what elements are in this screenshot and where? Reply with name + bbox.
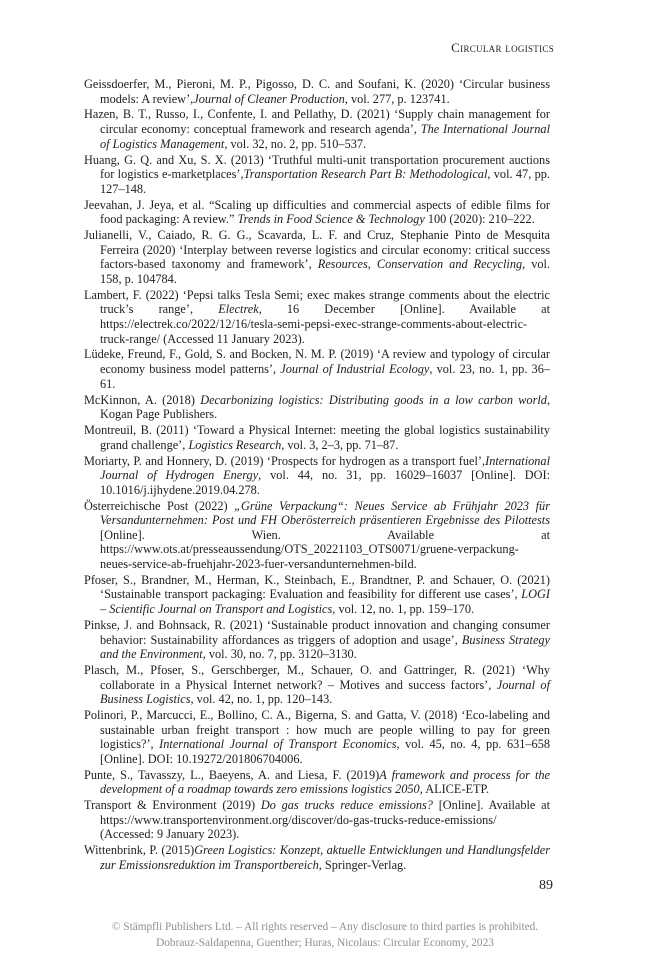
running-title: Circular logistics — [451, 40, 554, 55]
copyright-line: © Stämpfli Publishers Ltd. – All rights reserved – Any disclosure to third parties is prohibited. — [111, 921, 539, 933]
running-header — [451, 40, 554, 56]
reference-item: Huang, G. Q. and Xu, S. X. (2013) ‘Truthful multi-unit transportation procurement auctions for logistics e-marketplaces’,Transportation Research Part B: Methodological, vol. 47, pp. 127–148. — [84, 152, 550, 196]
reference-item: Pinkse, J. and Bohnsack, R. (2021) ‘Sustainable product innovation and changing consumer behavior: Sustainability affordances as triggers of adoption and usage’, Business Strategy and the Environment, vol. 30, no. 7, pp. 3120–3130. — [84, 617, 551, 662]
reference-item: Lambert, F. (2022) ‘Pepsi talks Tesla Semi; exec makes strange comments about the electric truck’s range’, Electrek, 16 December [Online]. Available at https://electrek.co/2022/12/16/tesla-semi-pepsi-exec-strange-comments-about-electric-truck-range/ (Accessed 11 January 2023). — [84, 287, 550, 346]
reference-item: Montreuil, B. (2011) ‘Toward a Physical Internet: meeting the global logistics sustainability grand challenge’, Logistics Research, vol. 3, 2–3, pp. 71–87. — [84, 423, 550, 452]
source-line: Dobrauz-Saldapenna, Guenther; Huras, Nicolaus: Circular Economy, 2023 — [156, 936, 494, 949]
reference-item: Plasch, M., Pfoser, S., Gerschberger, M., Schauer, O. and Gattringer, R. (2021) ‘Why collaborate in a Physical Internet network? – Motives and success factors’, Journal of Business Logistics, vol. 42, no. 1, pp. 120–143. — [84, 663, 550, 707]
reference-item: Polinori, P., Marcucci, E., Bollino, C. A., Bigerna, S. and Gatta, V. (2018) ‘Eco-labeling and sustainable urban freight transport : how much are people willing to pay for green logistics?’, International Journal of Transport Economics, vol. 45, no. 4, pp. 631–658 [Online]. DOI: 10.19272/201806704006. — [84, 708, 551, 766]
reference-item: Österreichische Post (2022) „Grüne Verpackung“: Neues Service ab Frühjahr 2023 für Versandunternehmen: Post und FH Oberösterreich präsentieren Ergebnisse des Pilottests [Online]. Wien. Available at https://www.ots.at/presseaussendung/OTS_20221103_OTS0071/gruene-verpackung-neues-service-ab-fruehjahr-2023-fuer-versandunternehmen-bild. — [84, 498, 550, 571]
reference-list — [84, 77, 550, 874]
reference-item: McKinnon, A. (2018) Decarbonizing logistics: Distributing goods in a low carbon world, Kogan Page Publishers. — [84, 392, 551, 422]
reference-item: Julianelli, V., Caiado, R. G. G., Scavarda, L. F. and Cruz, Stephanie Pinto de Mesquita Ferreira (2020) ‘Interplay between reverse logistics and circular economy: critical success factors-based taxonomy and framework’, Resources, Conservation and Recycling, vol. 158, p. 104784. — [84, 228, 551, 286]
copyright-footer — [0, 920, 650, 951]
reference-item: Transport & Environment (2019) Do gas trucks reduce emissions? [Online]. Available at https://www.transportenvironment.org/discover/do-gas-trucks-reduce-emissions/ (Accessed: 9 January 2023). — [84, 798, 550, 842]
reference-item: Lüdeke, Freund, F., Gold, S. and Bocken, N. M. P. (2019) ‘A review and typology of circular economy business model patterns’, Journal of Industrial Ecology, vol. 23, no. 1, pp. 36–61. — [84, 347, 551, 391]
reference-item: Punte, S., Tavasszy, L., Baeyens, A. and Liesa, F. (2019)A framework and process for the development of a roadmap towards zero emissions logistics 2050, ALICE-ETP. — [84, 767, 550, 797]
page-number: 89 — [539, 878, 553, 893]
reference-item: Pfoser, S., Brandner, M., Herman, K., Steinbach, E., Brandtner, P. and Schauer, O. (2021) ‘Sustainable transport packaging: Evaluation and feasibility for different use cases’, LOGI – Scientific Journal on Transport and Logistics, vol. 12, no. 1, pp. 159–170. — [84, 572, 550, 617]
reference-item: Jeevahan, J. Jeya, et al. “Scaling up difficulties and commercial aspects of edible films for food packaging: A review.” Trends in Food Science & Technology 100 (2020): 210–222. — [84, 197, 550, 227]
reference-item: Moriarty, P. and Honnery, D. (2019) ‘Prospects for hydrogen as a transport fuel’,International Journal of Hydrogen Energy, vol. 44, no. 31, pp. 16029–16037 [Online]. DOI: 10.1016/j.ijhydene.2019.04.278. — [84, 453, 550, 497]
reference-item: Geissdoerfer, M., Pieroni, M. P., Pigosso, D. C. and Soufani, K. (2020) ‘Circular business models: A review’,Journal of Cleaner Production, vol. 277, p. 123741. — [84, 77, 550, 106]
reference-item: Wittenbrink, P. (2015)Green Logistics: Konzept, aktuelle Entwicklungen und Handlungsfelder zur Emissionsreduktion im Transportbereich, Springer-Verlag. — [84, 843, 550, 872]
reference-item: Hazen, B. T., Russo, I., Confente, I. and Pellathy, D. (2021) ‘Supply chain management for circular economy: conceptual framework and research agenda’, The International Journal of Logistics Management, vol. 32, no. 2, pp. 510–537. — [84, 107, 550, 151]
